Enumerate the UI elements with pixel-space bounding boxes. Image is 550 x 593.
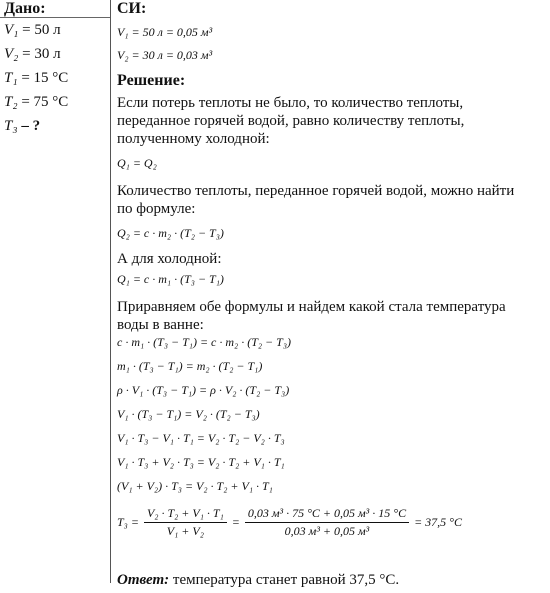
given-header: Дано: (4, 0, 46, 17)
derivation-step-3: ρ · V₁ · (T₃ − T₁) = ρ · V₂ · (T₂ − T₃) (117, 383, 290, 397)
given-item-t3-unknown: T₃ – ? (4, 118, 41, 134)
solution-column (117, 0, 547, 588)
final-formula (117, 506, 462, 539)
given-item-t2: T₂ = 75 °C (4, 94, 69, 110)
given-column (4, 0, 108, 134)
solution-paragraph-4: Приравняем обе формулы и найдем какой стала температура воды в ванне: (117, 299, 506, 333)
fraction-numeric: $\frac{\text{0,03 м³ · 75 °C + 0,05 м³ · 15 °C}}{\text{0,03 м³ + 0,05 м³}}$ (245, 506, 409, 539)
si-header: СИ: (117, 0, 147, 17)
derivation-step-2: m₁ · (T₃ − T₁) = m₂ · (T₂ − T₁) (117, 359, 263, 373)
final-result: = 37,5 °C (414, 515, 462, 529)
derivation-step-6: V₁ · T₃ + V₂ · T₃ = V₂ · T₂ + V₁ · T₁ (117, 455, 285, 469)
answer-line (117, 572, 399, 589)
answer-label: Ответ: (117, 572, 170, 588)
given-item-t1: T₁ = 15 °C (4, 70, 69, 86)
solution-paragraph-1: Если потерь теплоты не было, то количество теплоты, переданное горячей водой, равно количеству теплоты, полученному холодной: (117, 95, 465, 147)
final-equals: = (231, 515, 240, 529)
solution-header: Решение: (117, 72, 186, 89)
derivation-step-5: V₁ · T₃ − V₁ · T₁ = V₂ · T₂ − V₂ · T₃ (117, 431, 285, 445)
column-divider (110, 0, 111, 583)
given-item-v2: V₂ = 30 л (4, 46, 61, 62)
given-item-v1: V₁ = 50 л (4, 22, 61, 38)
equation-cold-water-heat: Q₁ = c · m₁ · (T₃ − T₁) (117, 272, 224, 286)
derivation-step-4: V₁ · (T₃ − T₁) = V₂ · (T₂ − T₃) (117, 407, 260, 421)
equation-hot-water-heat: Q₂ = c · m₂ · (T₂ − T₃) (117, 226, 224, 240)
solution-paragraph-3: А для холодной: (117, 251, 222, 267)
derivation-step-7: (V₁ + V₂) · T₃ = V₂ · T₂ + V₁ · T₁ (117, 479, 273, 493)
si-line-v2: V₂ = 30 л = 0,03 м³ (117, 48, 213, 62)
solution-paragraph-2: Количество теплоты, переданное горячей водой, можно найти по формуле: (117, 183, 515, 217)
fraction-symbolic: $\frac{\text{V₂ · T₂ + V₁ · T₁}}{\text{V₁ + V₂}}$ (144, 506, 227, 539)
equation-heat-balance: Q₁ = Q₂ (117, 156, 157, 170)
si-line-v1: V₁ = 50 л = 0,05 м³ (117, 25, 213, 39)
answer-text: температура станет равной 37,5 °C. (169, 572, 400, 588)
final-lhs: T₃ = (117, 515, 139, 529)
derivation-step-1: c · m₁ · (T₃ − T₁) = c · m₂ · (T₂ − T₃) (117, 335, 291, 349)
